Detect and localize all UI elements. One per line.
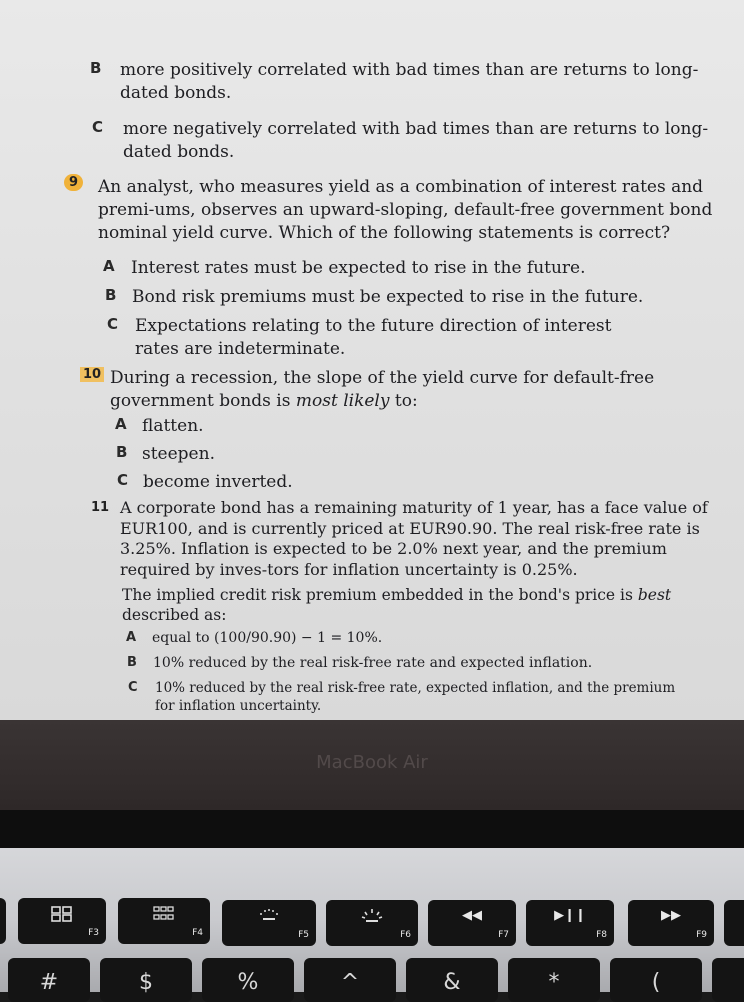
play-pause-icon: ▶❙❙ xyxy=(554,908,586,923)
key-f5[interactable] xyxy=(222,900,316,946)
hinge xyxy=(0,810,744,848)
fn-label: F4 xyxy=(192,928,203,938)
key-f9[interactable] xyxy=(628,900,714,946)
option-text: Bond risk premiums must be expected to rise in the future. xyxy=(132,287,644,307)
key-7[interactable]: & xyxy=(406,958,498,1002)
option-text: 10% reduced by the real risk-free rate, expected inflation, and the premium for inflation uncertainty. xyxy=(155,680,676,714)
launchpad-icon xyxy=(118,906,210,926)
option-label: B xyxy=(90,59,102,77)
question-prompt: The implied credit risk premium embedded in the bond's price is best described as: xyxy=(122,586,672,624)
key-f2-partial[interactable] xyxy=(0,898,6,944)
option-label: A xyxy=(126,630,137,645)
key-3[interactable]: # xyxy=(8,958,90,1002)
question-number-badge: 10 xyxy=(80,367,104,382)
key-0-partial[interactable] xyxy=(712,958,744,1002)
question-text: During a recession, the slope of the yield curve for default-free government bonds is most likely to: xyxy=(110,368,655,411)
option-label: A xyxy=(103,257,115,275)
fast-forward-icon: ▶▶ xyxy=(661,908,681,923)
option-text: equal to (100/90.90) − 1 = 10%. xyxy=(152,630,383,646)
key-9[interactable]: ( xyxy=(610,958,702,1002)
mission-control-icon xyxy=(18,906,106,926)
key-f8[interactable] xyxy=(526,900,614,946)
option-label: B xyxy=(127,655,137,670)
fn-label: F3 xyxy=(88,928,99,938)
screen-bezel xyxy=(0,720,744,810)
option-text: Expectations relating to the future direction of interest rates are indeterminate. xyxy=(135,316,612,359)
option-label: B xyxy=(116,443,128,461)
option-text: more negatively correlated with bad times than are returns to long-dated bonds. xyxy=(123,119,709,162)
option-label: C xyxy=(128,680,138,695)
key-8[interactable]: * xyxy=(508,958,600,1002)
fn-label: F8 xyxy=(596,930,607,940)
key-f3[interactable] xyxy=(18,898,106,944)
option-text: steepen. xyxy=(142,444,215,464)
option-text: 10% reduced by the real risk-free rate and expected inflation. xyxy=(153,655,593,671)
question-number-badge: 9 xyxy=(64,174,83,191)
question-text: An analyst, who measures yield as a combination of interest rates and premi-ums, observes an upward-sloping, default-free government bond nominal yield curve. Which of the following statements is correct? xyxy=(98,177,713,243)
option-label: A xyxy=(115,415,127,433)
key-6[interactable]: ^ xyxy=(304,958,396,1002)
option-text: more positively correlated with bad times than are returns to long-dated bonds. xyxy=(120,60,699,103)
brand-label: MacBook Air xyxy=(316,752,428,773)
keyboard-backlight-down-icon xyxy=(222,908,316,926)
option-label: B xyxy=(105,286,117,304)
key-f6[interactable] xyxy=(326,900,418,946)
key-4[interactable]: $ xyxy=(100,958,192,1002)
fn-label: F5 xyxy=(298,930,309,940)
option-text: Interest rates must be expected to rise in the future. xyxy=(131,258,586,278)
key-f4[interactable] xyxy=(118,898,210,944)
question-text: A corporate bond has a remaining maturity of 1 year, has a face value of EUR100, and is currently priced at EUR90.90. The real risk-free rate is 3.25%. Inflation is expected to be 2.0% next year, and the premium required by inves-tors for inflation uncertainty is 0.25%. xyxy=(120,498,708,579)
option-text: become inverted. xyxy=(143,472,293,492)
option-label: C xyxy=(107,315,119,333)
question-number: 11 xyxy=(91,500,110,515)
fn-label: F6 xyxy=(400,930,411,940)
option-label: C xyxy=(92,118,104,136)
key-f10-partial[interactable] xyxy=(724,900,744,946)
fn-label: F9 xyxy=(696,930,707,940)
fn-label: F7 xyxy=(498,930,509,940)
key-5[interactable]: % xyxy=(202,958,294,1002)
key-f7[interactable] xyxy=(428,900,516,946)
rewind-icon: ◀◀ xyxy=(462,908,482,923)
keyboard-backlight-up-icon xyxy=(326,908,418,928)
option-label: C xyxy=(117,471,129,489)
option-text: flatten. xyxy=(142,416,204,436)
keyboard-deck xyxy=(0,848,744,995)
